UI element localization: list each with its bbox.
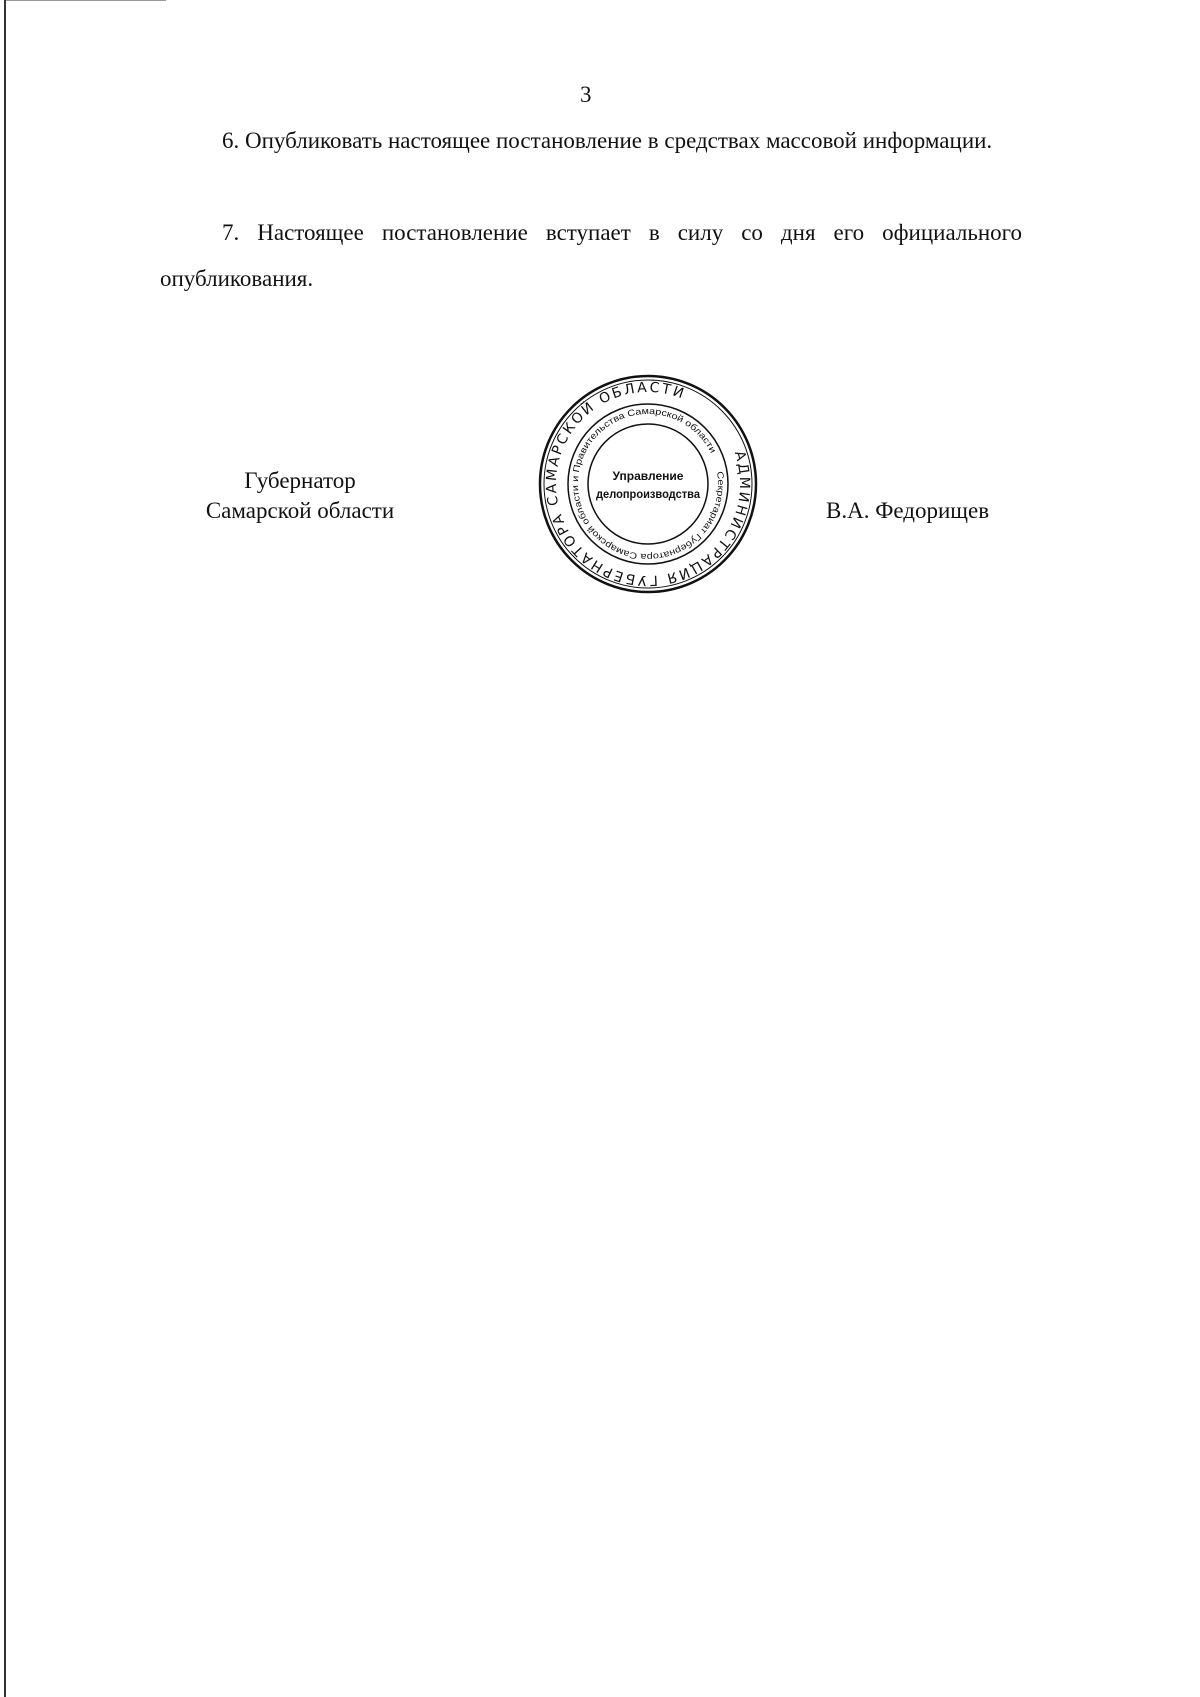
signatory-position	[170, 466, 430, 526]
page-number: 3	[580, 82, 592, 107]
stamp-center-line-2: делопроизводства	[596, 487, 701, 501]
official-stamp	[536, 372, 760, 596]
paragraph-6-text: 6. Опубликовать настоящее постановление в средствах массовой информации.	[222, 128, 993, 153]
stamp-center-line-1: Управление	[612, 469, 684, 483]
scan-edge-top	[6, 0, 166, 1]
stamp-inner-text: Секретариат Губернатора Самарской области и Правительства Самарской области	[569, 405, 727, 563]
position-line-1: Губернатор	[244, 468, 356, 493]
scan-edge	[4, 0, 6, 1697]
paragraph-7-text: 7. Настоящее постановление вступает в силу со дня его официального опубликования.	[160, 220, 1022, 291]
stamp-outer-text: АДМИНИСТРАЦИЯ ГУБЕРНАТОРА САМАРСКОЙ ОБЛАСТИ	[543, 379, 753, 589]
paragraph-7	[160, 210, 1022, 302]
stamp-middle-ring	[568, 404, 728, 564]
position-line-2: Самарской области	[205, 498, 395, 523]
stamp-inner-ring	[588, 424, 708, 544]
paragraph-6	[160, 118, 1022, 164]
signatory-name: В.А. Федорищев	[826, 498, 990, 523]
